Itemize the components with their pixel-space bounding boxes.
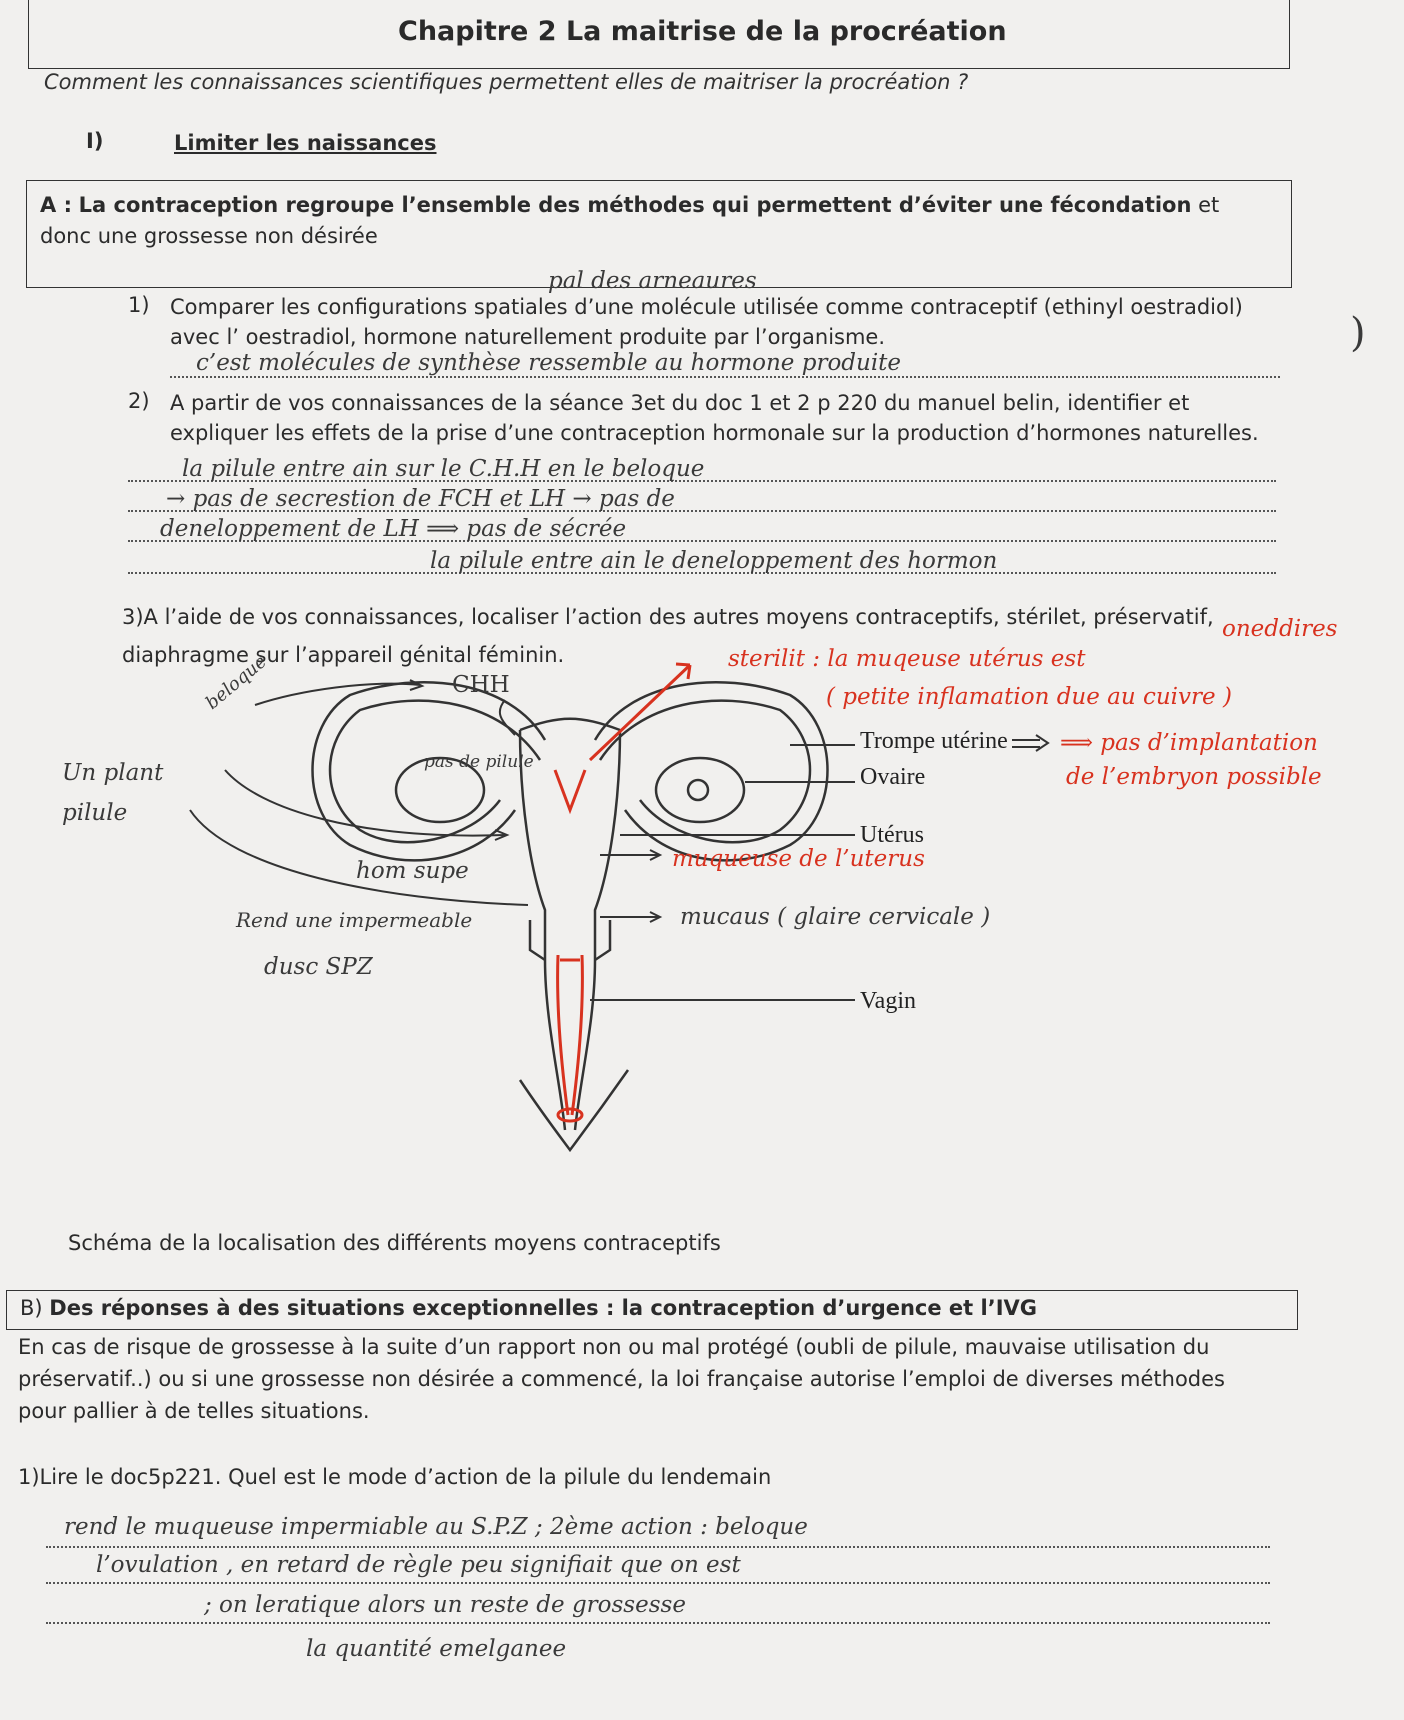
annot-pas-de-pilule: pas de pilule — [424, 752, 534, 772]
q2-answer-3: deneloppement de LH ⟹ pas de sécrée — [160, 516, 627, 542]
section-b-answer-2: l’ovulation , en retard de règle peu signifiait que on est — [96, 1552, 741, 1578]
label-uterus: Utérus — [860, 822, 924, 848]
annot-trompe-1: ⟹ pas d’implantation — [1060, 730, 1318, 756]
section-b-answer-3: ; on leratique alors un reste de grossesse — [204, 1592, 686, 1618]
annot-trompe-2: de l’embryon possible — [1066, 764, 1322, 790]
q2-number: 2) — [128, 389, 150, 413]
definition-rest: et donc une grossesse non désirée — [40, 193, 1220, 248]
q2-line2: expliquer les effets de la prise d’une contraception hormonale sur la production d’hormones naturelles. — [170, 421, 1259, 445]
section-b-answer-line-1 — [46, 1546, 1270, 1548]
q1-hand-note: pal des arneaures — [548, 268, 757, 294]
annot-chh: CHH — [452, 672, 510, 698]
q3-hand-end: oneddires — [1222, 616, 1338, 642]
section-b-answer-line-3 — [46, 1622, 1270, 1624]
annot-rend-1: Rend une impermeable — [236, 908, 473, 932]
section-b-intro-3: pour pallier à de telles situations. — [18, 1399, 370, 1423]
section-b-title: Des réponses à des situations exceptionnelles : la contraception d’urgence et l’IVG — [49, 1296, 1038, 1320]
annot-bloque: beloque — [201, 651, 271, 714]
annot-rend-2: dusc SPZ — [264, 954, 373, 980]
section1-number: I) — [86, 129, 104, 153]
section-b-q1: 1)Lire le doc5p221. Quel est le mode d’action de la pilule du lendemain — [18, 1465, 772, 1489]
label-vagin: Vagin — [860, 988, 916, 1014]
q2-answer-4: la pilule entre ain le deneloppement des hormon — [430, 548, 998, 574]
annot-implant-2: pilule — [62, 800, 128, 826]
section1-title: Limiter les naissances — [174, 131, 437, 155]
section-b-answer-line-2 — [46, 1582, 1270, 1584]
main-question: Comment les connaissances scientifiques permettent elles de maitriser la procréation ? — [44, 70, 969, 94]
q1-answer: c’est molécules de synthèse ressemble au hormone produite — [196, 350, 902, 376]
annot-implant-1: Un plant — [62, 760, 164, 786]
diagram-caption: Schéma de la localisation des différents moyens contraceptifs — [68, 1231, 721, 1255]
annot-sterilet-2: ( petite inflamation due au cuivre ) — [826, 684, 1232, 710]
q1-number: 1) — [128, 293, 150, 317]
q2-line1: A partir de vos connaissances de la séance 3et du doc 1 et 2 p 220 du manuel belin, identifier et — [170, 391, 1190, 415]
section-b-label: B) — [20, 1296, 43, 1320]
q3-line2: diaphragme sur l’appareil génital féminin. — [122, 643, 565, 667]
section-b-answer-4: la quantité emelganee — [306, 1636, 567, 1662]
section-b-heading — [20, 1293, 1037, 1324]
annot-muqueuse: muqueuse de l’uterus — [672, 846, 925, 872]
section-b-answer-1: rend le muqueuse impermiable au S.P.Z ; 2ème action : beloque — [64, 1514, 808, 1540]
definition-bold: La contraception regroupe l’ensemble des méthodes qui permettent d’éviter une fécondation — [78, 193, 1192, 217]
definition-label: A : — [40, 193, 72, 217]
annot-mucus: mucaus ( glaire cervicale ) — [680, 904, 991, 930]
q2-answer-1: la pilule entre ain sur le C.H.H en le beloque — [182, 456, 705, 482]
annot-sterilet-1: sterilit : la muqeuse utérus est — [728, 646, 1086, 672]
q2-answer-2: → pas de secrestion de FCH et LH → pas de — [166, 486, 675, 512]
annot-hom-supe: hom supe — [356, 858, 469, 884]
q3-line1: 3)A l’aide de vos connaissances, localiser l’action des autres moyens contraceptifs, stérilet, préservatif, — [122, 605, 1214, 629]
label-ovaire: Ovaire — [860, 764, 926, 790]
chapter-title: Chapitre 2 La maitrise de la procréation — [398, 16, 1007, 47]
q1-line1: Comparer les configurations spatiales d’une molécule utilisée comme contraceptif (ethinyl oestradiol) — [170, 295, 1243, 319]
section-b-intro-1: En cas de risque de grossesse à la suite d’un rapport non ou mal protégé (oubli de pilule, mauvaise utilisation du — [18, 1335, 1210, 1359]
section-b-intro-2: préservatif..) ou si une grossesse non désirée a commencé, la loi française autorise l’emploi de diverses méthodes — [18, 1367, 1225, 1391]
label-trompe: Trompe utérine — [860, 728, 1008, 754]
q1-line2: avec l’ oestradiol, hormone naturellement produite par l’organisme. — [170, 325, 886, 349]
q1-bracket: ) — [1350, 310, 1366, 356]
